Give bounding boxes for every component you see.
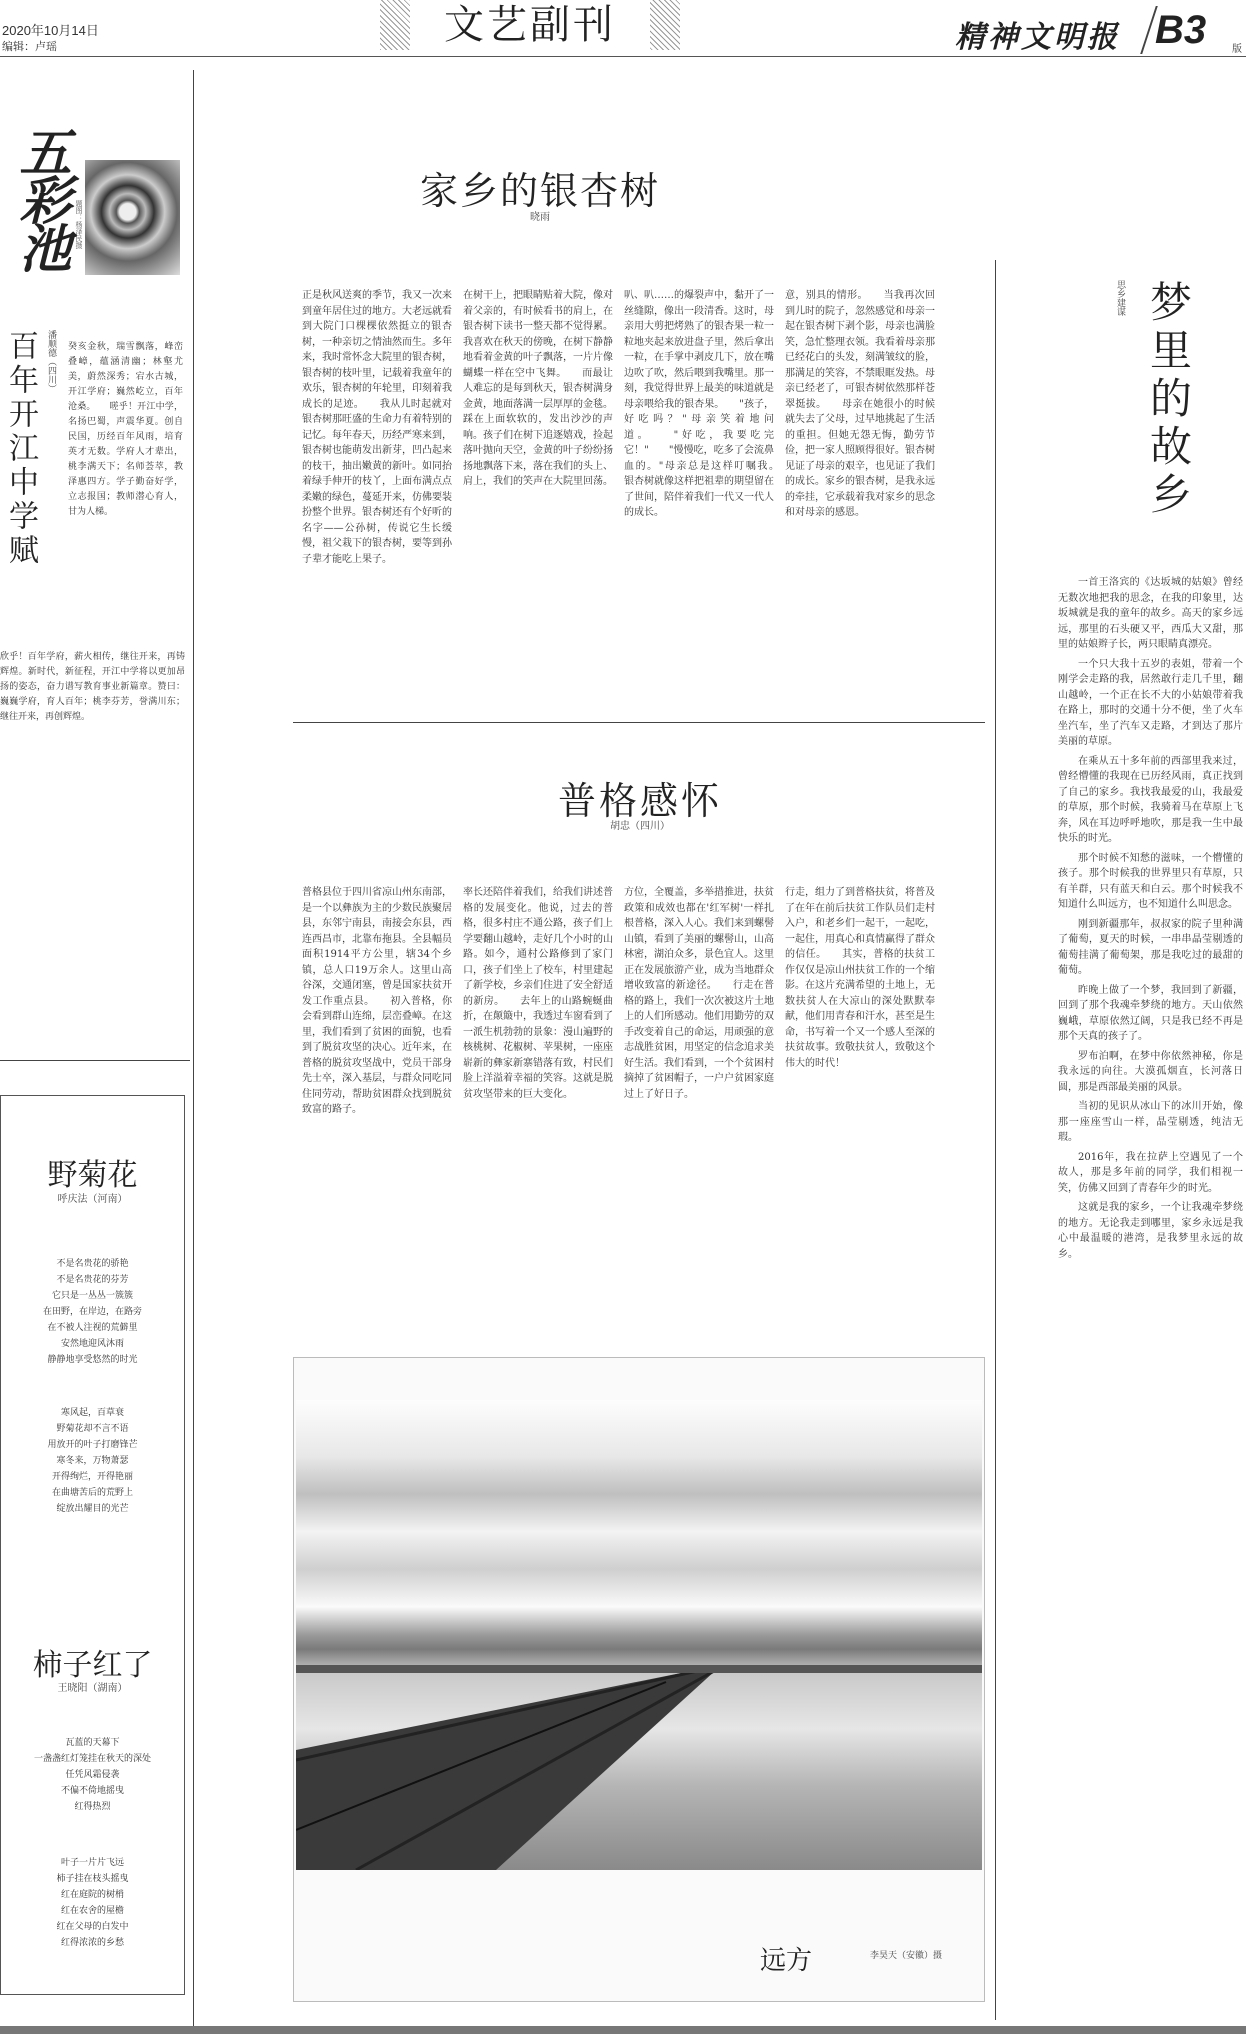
editor: 编辑：卢瑶 [2, 41, 57, 53]
poem-line: 寒风起，百草衰 [60, 1408, 124, 1418]
right-article-paragraph: 一个只大我十五岁的表姐，带着一个刚学会走路的我，居然敢行走几千里，翻山越岭，一个正在长不大的小姑娘带着我在路上，那时的交通十分不便，坐了火车坐汽车，坐了汽车又走路，才到达了那片美丽的草原。 [1058, 658, 1243, 747]
right-article-paragraph: 在乘从五十多年前的西部里我来过，曾经懵懂的我现在已历经风雨，真正找到了自己的家乡。我找我最爱的山，我最爱的草原，那个时候，我骑着马在草原上飞奔，风在耳边呼呼地吹，那是我一生中最快乐的时光。 [1058, 755, 1243, 844]
right-article-body [1058, 575, 1243, 2025]
poem-line: 不是名贵花的芬芳 [56, 1275, 129, 1285]
right-article-paragraph: 当初的见识从冰山下的冰川开始，像那一座座雪山一样，晶莹剔透，纯洁无瑕。 [1058, 1101, 1243, 1143]
poem-line: 瓦蓝的天幕下 [65, 1738, 120, 1748]
article-column: 普格县位于四川省凉山州东南部，是一个以彝族为主的少数民族聚居县，东邻宁南县，南接会东县，西连西昌市，北靠布拖县。全县幅员面积1914平方公里，辖34个乡镇，总人口19万余人。这里山高谷深，交通闭塞，曾是国家扶贫开发工作重点县。 初入普格，你会看到群山连绵，层峦叠嶂。在这里，我们看到了贫困的面貌，也看到了脱贫攻坚的决心。近年来，在普格的脱贫攻坚战中，党员干部身先士卒，深入基层，与群众同吃同住同劳动，帮助贫困群众找到脱贫致富的路子。 [302, 887, 452, 1115]
page-number: B3 [1155, 8, 1207, 52]
right-article-paragraph: 2016年，我在拉萨上空遇见了一个故人，那是多年前的同学，我们相视一笑，仿佛又回到了青春年少的时光。 [1058, 1151, 1243, 1194]
section-title: 文艺副刊 [410, 0, 650, 50]
article-title: 家乡的银杏树 [419, 169, 660, 213]
right-article-paragraph: 昨晚上做了一个梦，我回到了新疆，回到了那个我魂牵梦绕的地方。天山依然巍峨，草原依然辽阔，只是我已经不再是那个天真的孩子了。 [1058, 984, 1243, 1042]
article-column: 在树干上，把眼睛贴着大院，像对着父亲的，有时候看书的肩上，在银杏树下读书一整天都不觉得累。我喜欢在秋天的傍晚，在树下静静地看着金黄的叶子飘落，一片片像蝴蝶一样在空中飞舞。 而最让人难忘的是每到秋天，银杏树满身金黄，地面落满一层厚厚的金毯。踩在上面软软的，发出沙沙的声响。孩子们在树下追逐嬉戏，捡起落叶抛向天空，金黄的叶子纷纷扬扬地飘落下来，落在我们的头上、肩上，我们的笑声在大院里回荡。 [463, 290, 613, 487]
photo-title: 远方 [760, 1946, 813, 1976]
right-article-paragraph: 那个时候不知愁的滋味，一个懵懂的孩子。那个时候我的世界里只有草原，只有羊群，只有蓝天和白云。那个时候我不知道什么叫远方，也不知道什么叫思念。 [1058, 852, 1243, 910]
poem-line: 红在父母的白发中 [56, 1922, 129, 1932]
poem-line: 不是名贵花的骄艳 [56, 1259, 129, 1269]
article-column: 意，别具的情形。 当我再次回到儿时的院子，忽然感觉和母亲一起在银杏树下剥个影，母亲也满脸笑，急忙整理衣领。我看着母亲那已经花白的头发，刻满皱纹的脸，那满足的笑容，不禁眼眶发热。母亲已经老了，可银杏树依然那样苍翠挺拔。 母亲在她很小的时候就失去了父母，过早地挑起了生活的重担。但她无怨无悔，勤劳节俭，把一家人照顾得很好。银杏树见证了母亲的艰辛，也见证了我们的成长。家乡的银杏树，是我永远的牵挂，它承载着我对家乡的思念和对母亲的感恩。 [785, 290, 935, 518]
poem-line: 开得绚烂，开得艳丽 [51, 1472, 133, 1482]
article-author: 晓雨 [530, 212, 550, 223]
poem-line: 它只是一丛丛一簇簇 [51, 1291, 133, 1301]
poem-line: 任凭风霜侵袭 [65, 1770, 120, 1780]
poem-line: 用放开的叶子打磨锋芒 [47, 1440, 138, 1450]
right-article-title: 梦里的故乡 [1144, 280, 1193, 520]
section-banner [380, 0, 680, 50]
left-column-rule [193, 70, 194, 2030]
right-article-paragraph: 这就是我的家乡，一个让我魂牵梦绕的地方。无论我走到哪里，家乡永远是我心中最温暖的港湾，是我梦里永远的故乡。 [1058, 1202, 1243, 1260]
poem-stanza [5, 1405, 180, 1517]
fu-title: 百年开江中学赋 [3, 330, 38, 568]
landscape-photo [296, 1400, 982, 1870]
poem-line: 在曲塘苦后的荒野上 [51, 1488, 133, 1498]
poem-line: 在不被人注视的荒僻里 [47, 1323, 138, 1333]
poem-author: 呼庆法（河南） [57, 1194, 128, 1205]
photo-credit: 李昊天（安徽）摄 [870, 1951, 943, 1961]
right-column-rule [995, 260, 996, 2020]
article-column: 率长还陪伴着我们，给我们讲述普格的发展变化。他说，过去的普格，很多村庄不通公路，孩子们上学要翻山越岭，走好几个小时的山路。如今，通村公路修到了家门口，孩子们坐上了校车，村里建起了新学校，乡亲们住进了安全舒适的新房。 去年上的山路蜿蜒曲折，在颠簸中，我透过车窗看到了一派生机勃勃的景象：漫山遍野的核桃树、花椒树、苹果树，一座座崭新的彝家新寨错落有致，村民们脸上洋溢着幸福的笑容。这就是脱贫攻坚带来的巨大变化。 [463, 887, 613, 1100]
poem-line: 红在庭院的树梢 [60, 1890, 124, 1900]
poem-line: 柿子挂在枝头摇曳 [56, 1874, 129, 1884]
article-author: 胡忠（四川） [610, 821, 670, 832]
poem-line: 不偏不倚地摇曳 [60, 1786, 124, 1796]
poem-title: 柿子红了 [32, 1648, 153, 1683]
poem-line: 叶子一片片飞远 [60, 1858, 124, 1868]
column-logo-caption: 题图：杨泽民摄 [75, 200, 83, 249]
column-logo: 五彩池 [10, 125, 71, 269]
poem-stanza [5, 1256, 180, 1368]
fu-author: 潘顺德（四川） [46, 330, 56, 393]
poem-stanza [5, 1855, 180, 1951]
poem-stanza [5, 1735, 180, 1815]
fu-paragraph: 欣乎！百年学府，薪火相传，继往开来，再铸辉煌。新时代，新征程，开江中学将以更加昂扬的姿态，奋力谱写教育事业新篇章。赞曰：巍巍学府，育人百年；桃李芬芳，誉满川东；继往开来，再创辉煌。 [0, 650, 185, 1050]
poem-line: 静静地享受悠然的时光 [47, 1355, 138, 1365]
poem-line: 绽放出耀目的光芒 [56, 1504, 129, 1514]
section-divider [293, 722, 985, 723]
right-article-paragraph: 刚到新疆那年，叔叔家的院子里种满了葡萄，夏天的时候，一串串晶莹剔透的葡萄挂满了葡萄架，那是我吃过的最甜的葡萄。 [1058, 918, 1243, 976]
article-column: 正是秋风送爽的季节，我又一次来到童年居住过的地方。大老远就看到大院门口棵棵依然挺立的银杏树，一种亲切之情油然而生。多年来，我时常怀念大院里的银杏树，银杏树的枝叶里，记载着我童年的欢乐，银杏树的年轮里，印刻着我成长的足迹。 我从儿时起就对银杏树那旺盛的生命力有着特别的记忆。每年春天，历经严寒来到，银杏树也能萌发出新芽，凹凸起来的枝干，抽出嫩黄的新叶。如同抬着绿手伸开的枝丫，上面布满点点柔嫩的绿色，蔓延开来，仿佛要装扮整个世界。银杏树还有个好听的名字——公孙树，传说它生长缓慢，祖父栽下的银杏树，要等到孙子辈才能吃上果子。 [302, 290, 452, 565]
poem-line: 一盏盏红灯笼挂在秋天的深处 [33, 1754, 151, 1764]
left-divider [0, 1060, 190, 1061]
column-logo-photo [85, 160, 180, 275]
fu-paragraph: 癸亥金秋，瑞雪飘落，峰峦叠嶂，蕴涵清幽；林壑尤美，蔚然深秀；宕水古城，开江学府；巍然屹立，百年沧桑。 嗟乎！开江中学，名扬巴蜀，声震华夏。创自民国，历经百年风雨，培育英才无数。学府人才辈出，桃李满天下；名师荟萃，教泽惠四方。学子勤奋好学，立志报国；教师潜心育人，甘为人梯。 [68, 342, 183, 517]
poem-line: 安然地迎风沐雨 [60, 1339, 124, 1349]
railway-tracks [296, 1400, 982, 1870]
right-article-author: 思乡建谋 [1115, 280, 1125, 316]
poem-author: 王晓阳（湖南） [57, 1683, 128, 1694]
bottom-bar [0, 2026, 1246, 2034]
page-suffix: 版 [1232, 44, 1242, 55]
newspaper-name: 精神文明报 [955, 20, 1120, 55]
poem-line: 寒冬来，万物萧瑟 [56, 1456, 129, 1466]
poem-line: 野菊花却不言不语 [56, 1424, 129, 1434]
header-rule [0, 56, 1246, 57]
poem-line: 红得热烈 [74, 1802, 111, 1812]
article-column: 方位，全覆盖，多举措推进，扶贫政策和成效也都在'红军树'一样扎根普格，深入人心。我们来到螺髻山镇，看到了美丽的螺髻山，山高林密，湖泊众多，景色宜人。这里正在发展旅游产业，成为当地群众增收致富的新途径。 行走在普格的路上，我们一次次被这片土地上的人们所感动。他们用勤劳的双手改变着自己的命运，用顽强的意志战胜贫困，用坚定的信念追求美好生活。我们看到，一个个贫困村摘掉了贫困帽子，一户户贫困家庭过上了好日子。 [624, 887, 774, 1100]
right-article-paragraph: 罗布泊啊，在梦中你依然神秘，你是我永远的向往。大漠孤烟直，长河落日圆，那是西部最美丽的风景。 [1058, 1050, 1243, 1093]
poem-line: 红得浓浓的乡愁 [60, 1938, 124, 1948]
right-article-paragraph: 一首王洛宾的《达坂城的姑娘》曾经无数次地把我的思念，在我的印象里，达坂城就是我的童年的故乡。高天的家乡远远，那里的石头硬又平，西瓜大又甜，那里的姑娘辫子长，两只眼睛真漂亮。 [1058, 577, 1243, 650]
date: 2020年10月14日 [2, 23, 99, 38]
article-column: 行走，组力了到普格扶贫，将普及了在年在前后扶贫工作队员们走村入户，和老乡们一起干，一起吃，一起住，用真心和真情赢得了群众的信任。 其实，普格的扶贫工作仅仅是凉山州扶贫工作的一个缩影。在这片充满希望的土地上，无数扶贫人在大凉山的深处默默奉献，他们用青春和汗水，甚至是生命，书写着一个又一个感人至深的扶贫故事。致敬扶贫人，致敬这个伟大的时代！ [785, 887, 935, 1069]
poem-title: 野菊花 [47, 1158, 138, 1193]
poem-line: 在田野，在岸边，在路旁 [42, 1307, 142, 1317]
poem-line: 红在农舍的屋檐 [60, 1906, 124, 1916]
article-column: 叭、叭……的爆裂声中，黏开了一丝缝隙，像出一段清香。这时，母亲用大剪把烤熟了的银杏果一粒一粒地夹起来放进盘子里，然后拿出一粒，在手掌中剥皮几下，放在嘴边吹了吹，然后喂到我嘴里。那一刻，我觉得世界上最美的味道就是母亲喂给我的银杏果。 "孩子，好吃吗？"母亲笑着地问道。 "好吃，我要吃完它！" "慢慢吃，吃多了会流鼻血的。"母亲总是这样叮嘱我。 银杏树就像这样把祖辈的期望留在了世间，陪伴着我们一代又一代人的成长。 [624, 290, 774, 518]
article-title: 普格感怀 [557, 779, 722, 823]
